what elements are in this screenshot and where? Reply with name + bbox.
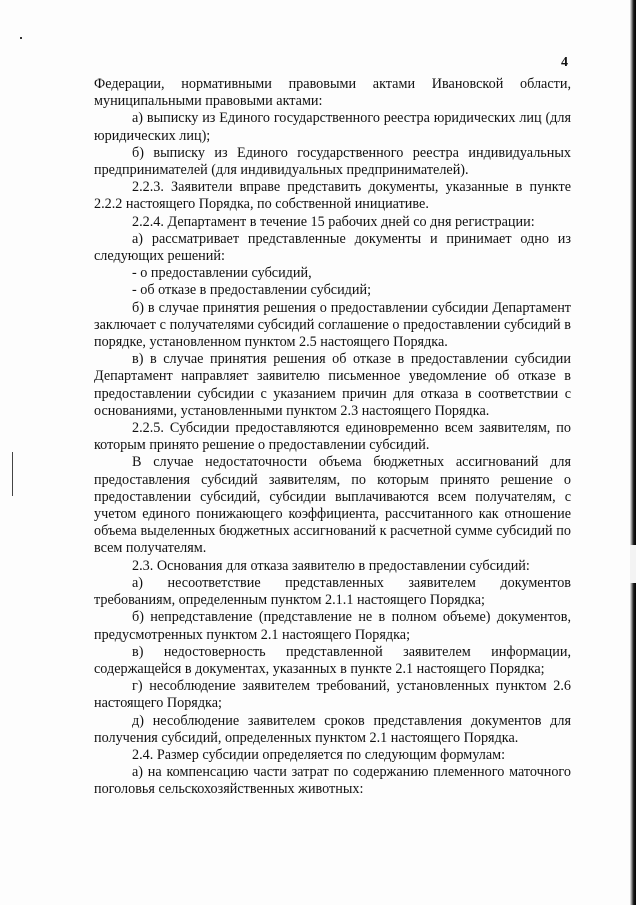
- scan-edge-shadow: [630, 0, 636, 905]
- paragraph: 2.2.3. Заявители вправе представить документы, указанные в пункте 2.2.2 настоящего Порядка, по собственной инициативе.: [94, 179, 571, 213]
- paragraph: а) несоответствие представленных заявителем документов требованиям, определенным пунктом 2.1.1 настоящего Порядка;: [94, 574, 571, 609]
- paragraph: б) выписку из Единого государственного реестра индивидуальных предпринимателей (для индивидуальных предпринимателей).: [94, 144, 571, 179]
- paragraph: 2.3. Основания для отказа заявителю в предоставлении субсидий:: [132, 557, 530, 574]
- paragraph: 2.2.4. Департамент в течение 15 рабочих дней со дня регистрации:: [132, 213, 535, 230]
- page-number: 4: [561, 55, 568, 70]
- paragraph: 2.2.5. Субсидии предоставляются единовременно всем заявителям, по которым принято решение о предоставлении субсидий.: [94, 420, 571, 454]
- paragraph: В случае недостаточности объема бюджетных ассигнований для предоставления субсидий заявителям, по которым принято решение о предоставлении субсидий, субсидии выплачиваются всем получателям, с учетом единого понижающего коэффициента, рассчитанного как отношение объема выделенных бюджетных ассигнований к расчетной сумме субсидий по всем получателям.: [94, 454, 571, 557]
- paragraph: б) непредставление (представление не в полном объеме) документов, предусмотренных пунктом 2.1 настоящего Порядка;: [94, 609, 571, 643]
- scan-artifact-mark: [12, 452, 13, 496]
- paragraph: а) на компенсацию части затрат по содержанию племенного маточного поголовья сельскохозяйственных животных:: [94, 764, 571, 798]
- list-item: - об отказе в предоставлении субсидий;: [132, 282, 372, 299]
- scan-edge-gap: [630, 545, 636, 583]
- paragraph: 2.4. Размер субсидии определяется по следующим формулам:: [132, 746, 506, 763]
- paragraph: в) в случае принятия решения об отказе в предоставлении субсидии Департамент направляет заявителю письменное уведомление об отказе в предоставлении субсидии с указанием причин для отказа в соответствии с основаниями, установленными пунктом 2.3 настоящего Порядка.: [94, 351, 571, 419]
- paragraph: б) в случае принятия решения о предоставлении субсидии Департамент заключает с получателями субсидий соглашение о предоставлении субсидий в порядке, установленном пунктом 2.5 настоящего Порядка.: [94, 299, 571, 351]
- scan-artifact-dot: [20, 37, 22, 39]
- paragraph: в) недостоверность представленной заявителем информации, содержащейся в документах, указанных в пункте 2.1 настоящего Порядка;: [94, 643, 571, 677]
- paragraph: д) несоблюдение заявителем сроков представления документов для получения субсидий, определенных пунктом 2.1 настоящего Порядка.: [94, 712, 571, 746]
- paragraph: а) выписку из Единого государственного реестра юридических лиц (для юридических лиц);: [94, 110, 571, 144]
- paragraph: г) несоблюдение заявителем требований, установленных пунктом 2.6 настоящего Порядка;: [94, 678, 571, 712]
- list-item: - о предоставлении субсидий,: [132, 265, 312, 282]
- paragraph: а) рассматривает представленные документы и принимает одно из следующих решений:: [94, 230, 571, 265]
- document-body: [94, 76, 571, 799]
- paragraph: Федерации, нормативными правовыми актами Ивановской области, муниципальными правовыми актами:: [94, 76, 571, 110]
